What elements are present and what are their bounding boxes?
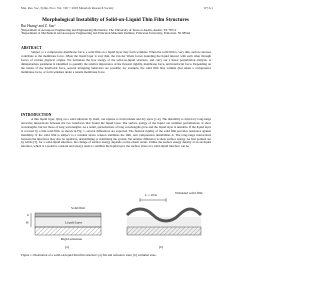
- figure-1-caption: Figure 1: Illustration of a solid-on-liquid thin film structure: (a) flat and reference state; (b) wrinkled state.: [21, 253, 157, 257]
- author-list: Rui Huang¹ and Z. Suo²: [21, 24, 56, 28]
- affiliations: [21, 29, 211, 37]
- panel-b-label: (b): [159, 245, 164, 249]
- rigid-substrate-label: Rigid substrate: [61, 237, 83, 241]
- wrinkled-film-label: Wrinkled solid film: [175, 191, 203, 195]
- solid-film-layer: [35, 213, 101, 217]
- affiliation-1: ¹Department of Aerospace Engineering and Engineering Mechanics, The University of Texas at Austin, Austin, TX 78712: [21, 27, 177, 32]
- figure-1-diagram: [21, 187, 211, 251]
- introduction-text: A thin liquid layer, lying on a solid substrate by itself, can rupture to form islands and dry spots [1-4]. The instability is driven by long-range attractive interactions between the two interfaces that bound the liquid layer. The surface energy of the liquid can stabilize perturbations of short wavelengths, but not those of long wavelengths. As a result, perturbations of long wavelengths grow and the liquid layer is unstable. If the liquid layer is covered by a thin solid film, as shown in Fig. 1, several differences are expected. The flexural rigidity of the solid film provides resistance against instability. If the solid film is subject to a residual stress, tension stabilizes the film, and compression destabilizes it. The long-range interactions between the interfaces may also be repulsive, destabilizing or stabilizing the system. Yet another difference is shear surface energy. As first pointed out by Gibbs [5], for a solid-liquid interface, the change of surface energy depends on the elastic strain. Unlike the surface energy density at an air-liquid interface, which is a positive constant and always tends to stabilize the liquid layer, the surface stress at a solid-liquid interface can be: [21, 117, 211, 149]
- panel-b: [127, 191, 203, 249]
- abstract-heading: ABSTRACT: [21, 46, 42, 50]
- solid-film-label: Solid film: [71, 206, 86, 210]
- rigid-substrate: [35, 227, 101, 235]
- rigid-substrate-wrinkled: [127, 227, 201, 235]
- running-header-page: W7.6.1: [203, 6, 213, 10]
- panel-a: [26, 206, 101, 249]
- affiliation-2: ²Department of Mechanical and Aerospace Engineering and Princeton Materials Institute, Princeton University, Princeton, NJ 08544: [21, 31, 191, 36]
- liquid-layer-label: Liquid layer: [65, 220, 83, 225]
- panel-a-label: (a): [65, 245, 69, 249]
- wavelength-label: L = 2π/k: [145, 193, 157, 197]
- h-label: h: [27, 213, 29, 217]
- introduction-heading: INTRODUCTION: [21, 113, 52, 117]
- H-label: H: [26, 220, 29, 225]
- abstract-text: Subject to a compressive membrane force, a solid film on a liquid layer may form wrinkles. When the solid film is very thin, surface stresses contribute to the membrane force. When the liquid layer is very thin, the van der Waals forces bounding the liquid interact with each other through forces of various physical origins. We formulate the free energy of the solid-on-liquid structure, and carry out a linear perturbation analysis. A dimensionless parameter is identified to quantify the relative importance of the flexural rigidity, membrane force, and interfacial force. Depending on the nature of the interfacial force, several intriguing behaviors are possible; for example, the solid film may wrinkle (but under a compressive membrane force, or form wrinkles under a tensile membrane force.: [21, 50, 211, 74]
- figure-1: [21, 187, 211, 251]
- running-header-left: Mat. Res. Soc. Symp. Proc. Vol. 749 © 2003 Materials Research Society: [21, 6, 114, 10]
- paper-title: Morphological Instability of Solid-on-Liquid Thin Film Structures: [42, 17, 189, 23]
